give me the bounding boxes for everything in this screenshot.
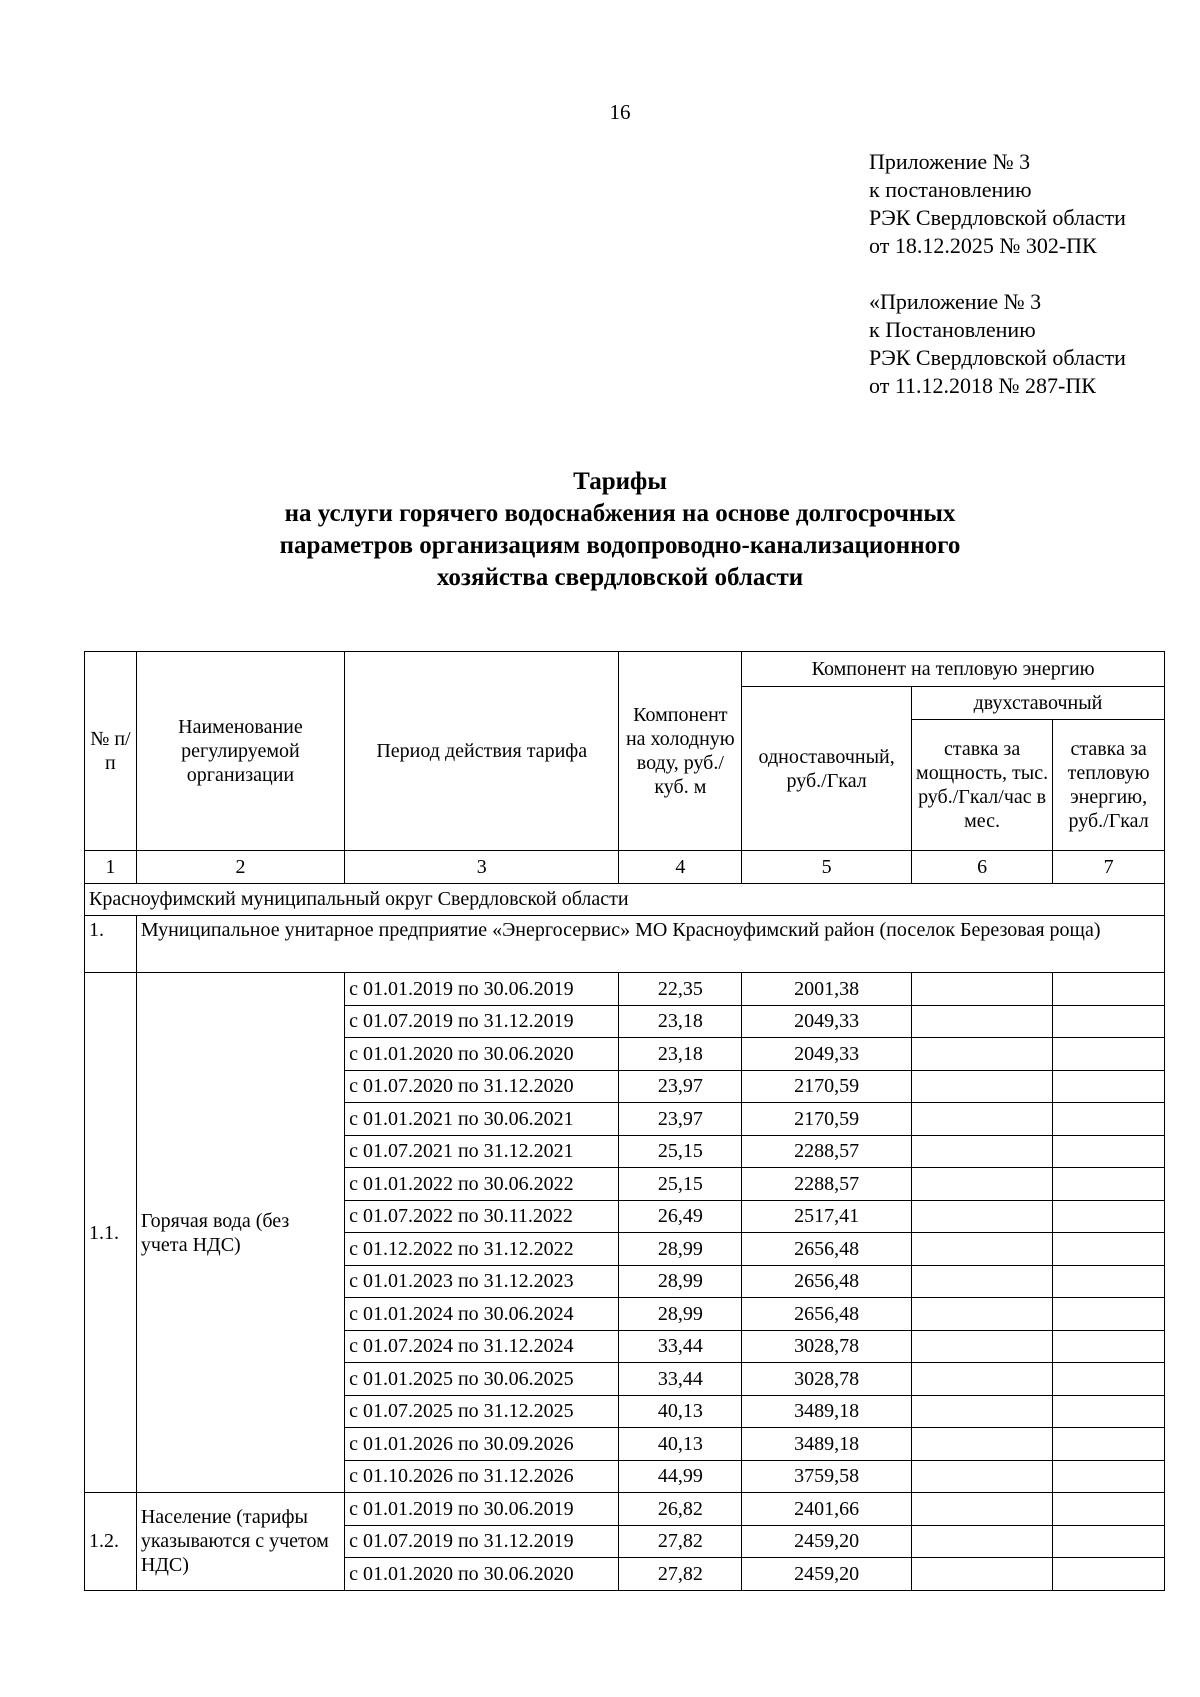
cold-water-component: 23,97 <box>619 1070 742 1103</box>
energy-rate-cell <box>1053 1070 1165 1103</box>
heat-single-rate: 2049,33 <box>742 1005 912 1038</box>
header-energy-rate: ставка за тепловую энергию, руб./Гкал <box>1053 720 1165 851</box>
group-number: 1.1. <box>85 973 137 1493</box>
cold-water-component: 23,97 <box>619 1103 742 1136</box>
header-heat-component: Компонент на тепловую энергию <box>742 652 1165 687</box>
energy-rate-cell <box>1053 1233 1165 1266</box>
heat-single-rate: 3489,18 <box>742 1395 912 1428</box>
capacity-rate-cell <box>911 1070 1052 1103</box>
energy-rate-cell <box>1053 1395 1165 1428</box>
header-number: № п/п <box>85 652 137 851</box>
energy-rate-cell <box>1053 1200 1165 1233</box>
column-number: 1 <box>85 851 137 884</box>
capacity-rate-cell <box>911 1460 1052 1493</box>
tariff-period: с 01.01.2020 по 30.06.2020 <box>345 1038 619 1071</box>
column-numbers-row <box>85 851 1165 884</box>
title-line: хозяйства свердловской области <box>436 564 804 591</box>
group-number: 1.2. <box>85 1493 137 1591</box>
header-org-name: Наименование регулируемой организации <box>136 652 344 851</box>
page-number: 16 <box>609 100 631 124</box>
capacity-rate-cell <box>911 1428 1052 1461</box>
column-number: 6 <box>911 851 1052 884</box>
title-line: на услуги горячего водоснабжения на основе долгосрочных <box>284 500 956 527</box>
heat-single-rate: 3028,78 <box>742 1363 912 1396</box>
cold-water-component: 22,35 <box>619 973 742 1006</box>
cold-water-component: 28,99 <box>619 1265 742 1298</box>
energy-rate-cell <box>1053 973 1165 1006</box>
appendix-original-reference <box>869 288 1189 400</box>
tariffs-table <box>84 651 1165 1591</box>
capacity-rate-cell <box>911 1298 1052 1331</box>
heat-single-rate: 2459,20 <box>742 1525 912 1558</box>
cold-water-component: 27,82 <box>619 1558 742 1591</box>
header-single-rate: одноставочный, руб./Гкал <box>742 687 912 851</box>
tariff-period: с 01.01.2022 по 30.06.2022 <box>345 1168 619 1201</box>
appendix-line: от 11.12.2018 № 287-ПК <box>869 373 1096 398</box>
cold-water-component: 26,82 <box>619 1493 742 1526</box>
appendix-line: Приложение № 3 <box>869 149 1031 174</box>
tariff-period: с 01.01.2026 по 30.09.2026 <box>345 1428 619 1461</box>
energy-rate-cell <box>1053 1103 1165 1136</box>
energy-rate-cell <box>1053 1525 1165 1558</box>
tariff-period: с 01.07.2020 по 31.12.2020 <box>345 1070 619 1103</box>
energy-rate-cell <box>1053 1038 1165 1071</box>
heat-single-rate: 3028,78 <box>742 1330 912 1363</box>
energy-rate-cell <box>1053 1558 1165 1591</box>
section-row <box>85 884 1165 916</box>
energy-rate-cell <box>1053 1330 1165 1363</box>
tariff-period: с 01.07.2021 по 31.12.2021 <box>345 1135 619 1168</box>
energy-rate-cell <box>1053 1460 1165 1493</box>
tariff-period: с 01.01.2024 по 30.06.2024 <box>345 1298 619 1331</box>
appendix-line: РЭК Свердловской области <box>869 205 1126 230</box>
tariff-period: с 01.07.2019 по 31.12.2019 <box>345 1005 619 1038</box>
cold-water-component: 28,99 <box>619 1298 742 1331</box>
section-title: Красноуфимский муниципальный округ Свердловской области <box>85 884 1165 916</box>
document-title <box>100 466 1140 594</box>
heat-single-rate: 2049,33 <box>742 1038 912 1071</box>
header-two-rate: двухставочный <box>911 687 1164 720</box>
tariff-period: с 01.07.2025 по 31.12.2025 <box>345 1395 619 1428</box>
title-line: Тарифы <box>573 468 667 495</box>
heat-single-rate: 2288,57 <box>742 1168 912 1201</box>
capacity-rate-cell <box>911 1525 1052 1558</box>
heat-single-rate: 2656,48 <box>742 1265 912 1298</box>
heat-single-rate: 2517,41 <box>742 1200 912 1233</box>
cold-water-component: 27,82 <box>619 1525 742 1558</box>
tariff-period: с 01.07.2022 по 30.11.2022 <box>345 1200 619 1233</box>
column-number: 5 <box>742 851 912 884</box>
heat-single-rate: 3489,18 <box>742 1428 912 1461</box>
cold-water-component: 33,44 <box>619 1363 742 1396</box>
cold-water-component: 25,15 <box>619 1135 742 1168</box>
tariff-period: с 01.01.2023 по 31.12.2023 <box>345 1265 619 1298</box>
capacity-rate-cell <box>911 1558 1052 1591</box>
energy-rate-cell <box>1053 1265 1165 1298</box>
column-number: 7 <box>1053 851 1165 884</box>
capacity-rate-cell <box>911 1493 1052 1526</box>
cold-water-component: 40,13 <box>619 1428 742 1461</box>
title-line: параметров организациям водопроводно-канализационного <box>279 532 961 559</box>
cold-water-component: 44,99 <box>619 1460 742 1493</box>
capacity-rate-cell <box>911 1103 1052 1136</box>
cold-water-component: 33,44 <box>619 1330 742 1363</box>
cold-water-component: 40,13 <box>619 1395 742 1428</box>
header-capacity-rate: ставка за мощность, тыс. руб./Гкал/час в мес. <box>911 720 1052 851</box>
cold-water-component: 23,18 <box>619 1038 742 1071</box>
cold-water-component: 25,15 <box>619 1168 742 1201</box>
tariff-period: с 01.10.2026 по 31.12.2026 <box>345 1460 619 1493</box>
group-label: Горячая вода (без учета НДС) <box>136 973 344 1493</box>
capacity-rate-cell <box>911 973 1052 1006</box>
appendix-line: к постановлению <box>869 177 1032 202</box>
heat-single-rate: 2001,38 <box>742 973 912 1006</box>
energy-rate-cell <box>1053 1135 1165 1168</box>
capacity-rate-cell <box>911 1005 1052 1038</box>
capacity-rate-cell <box>911 1330 1052 1363</box>
tariff-period: с 01.07.2019 по 31.12.2019 <box>345 1525 619 1558</box>
appendix-line: к Постановлению <box>869 317 1036 342</box>
capacity-rate-cell <box>911 1038 1052 1071</box>
appendix-line: РЭК Свердловской области <box>869 345 1126 370</box>
energy-rate-cell <box>1053 1493 1165 1526</box>
appendix-current-reference <box>869 148 1189 260</box>
heat-single-rate: 2401,66 <box>742 1493 912 1526</box>
header-cold-component: Компонент на холодную воду, руб./куб. м <box>619 652 742 851</box>
appendix-line: «Приложение № 3 <box>869 289 1042 314</box>
energy-rate-cell <box>1053 1363 1165 1396</box>
heat-single-rate: 2170,59 <box>742 1070 912 1103</box>
header-period: Период действия тарифа <box>345 652 619 851</box>
organization-row <box>85 916 1165 973</box>
tariff-period: с 01.01.2019 по 30.06.2019 <box>345 973 619 1006</box>
tariff-row <box>85 973 1165 1006</box>
capacity-rate-cell <box>911 1200 1052 1233</box>
cold-water-component: 26,49 <box>619 1200 742 1233</box>
heat-single-rate: 2459,20 <box>742 1558 912 1591</box>
capacity-rate-cell <box>911 1135 1052 1168</box>
heat-single-rate: 2288,57 <box>742 1135 912 1168</box>
column-number: 3 <box>345 851 619 884</box>
organization-number: 1. <box>85 916 137 973</box>
heat-single-rate: 2656,48 <box>742 1298 912 1331</box>
group-label: Население (тарифы указываются с учетом НДС) <box>136 1493 344 1591</box>
capacity-rate-cell <box>911 1395 1052 1428</box>
cold-water-component: 23,18 <box>619 1005 742 1038</box>
energy-rate-cell <box>1053 1168 1165 1201</box>
organization-name: Муниципальное унитарное предприятие «Энергосервис» МО Красноуфимский район (поселок Березовая роща) <box>136 916 1164 973</box>
appendix-line: от 18.12.2025 № 302-ПК <box>869 233 1097 258</box>
capacity-rate-cell <box>911 1265 1052 1298</box>
capacity-rate-cell <box>911 1168 1052 1201</box>
heat-single-rate: 3759,58 <box>742 1460 912 1493</box>
column-number: 2 <box>136 851 344 884</box>
cold-water-component: 28,99 <box>619 1233 742 1266</box>
tariff-period: с 01.01.2020 по 30.06.2020 <box>345 1558 619 1591</box>
energy-rate-cell <box>1053 1005 1165 1038</box>
tariff-period: с 01.01.2021 по 30.06.2021 <box>345 1103 619 1136</box>
heat-single-rate: 2170,59 <box>742 1103 912 1136</box>
tariff-period: с 01.01.2025 по 30.06.2025 <box>345 1363 619 1396</box>
tariff-period: с 01.07.2024 по 31.12.2024 <box>345 1330 619 1363</box>
tariff-period: с 01.12.2022 по 31.12.2022 <box>345 1233 619 1266</box>
capacity-rate-cell <box>911 1363 1052 1396</box>
energy-rate-cell <box>1053 1298 1165 1331</box>
capacity-rate-cell <box>911 1233 1052 1266</box>
tariff-period: с 01.01.2019 по 30.06.2019 <box>345 1493 619 1526</box>
heat-single-rate: 2656,48 <box>742 1233 912 1266</box>
energy-rate-cell <box>1053 1428 1165 1461</box>
tariff-row <box>85 1493 1165 1526</box>
column-number: 4 <box>619 851 742 884</box>
